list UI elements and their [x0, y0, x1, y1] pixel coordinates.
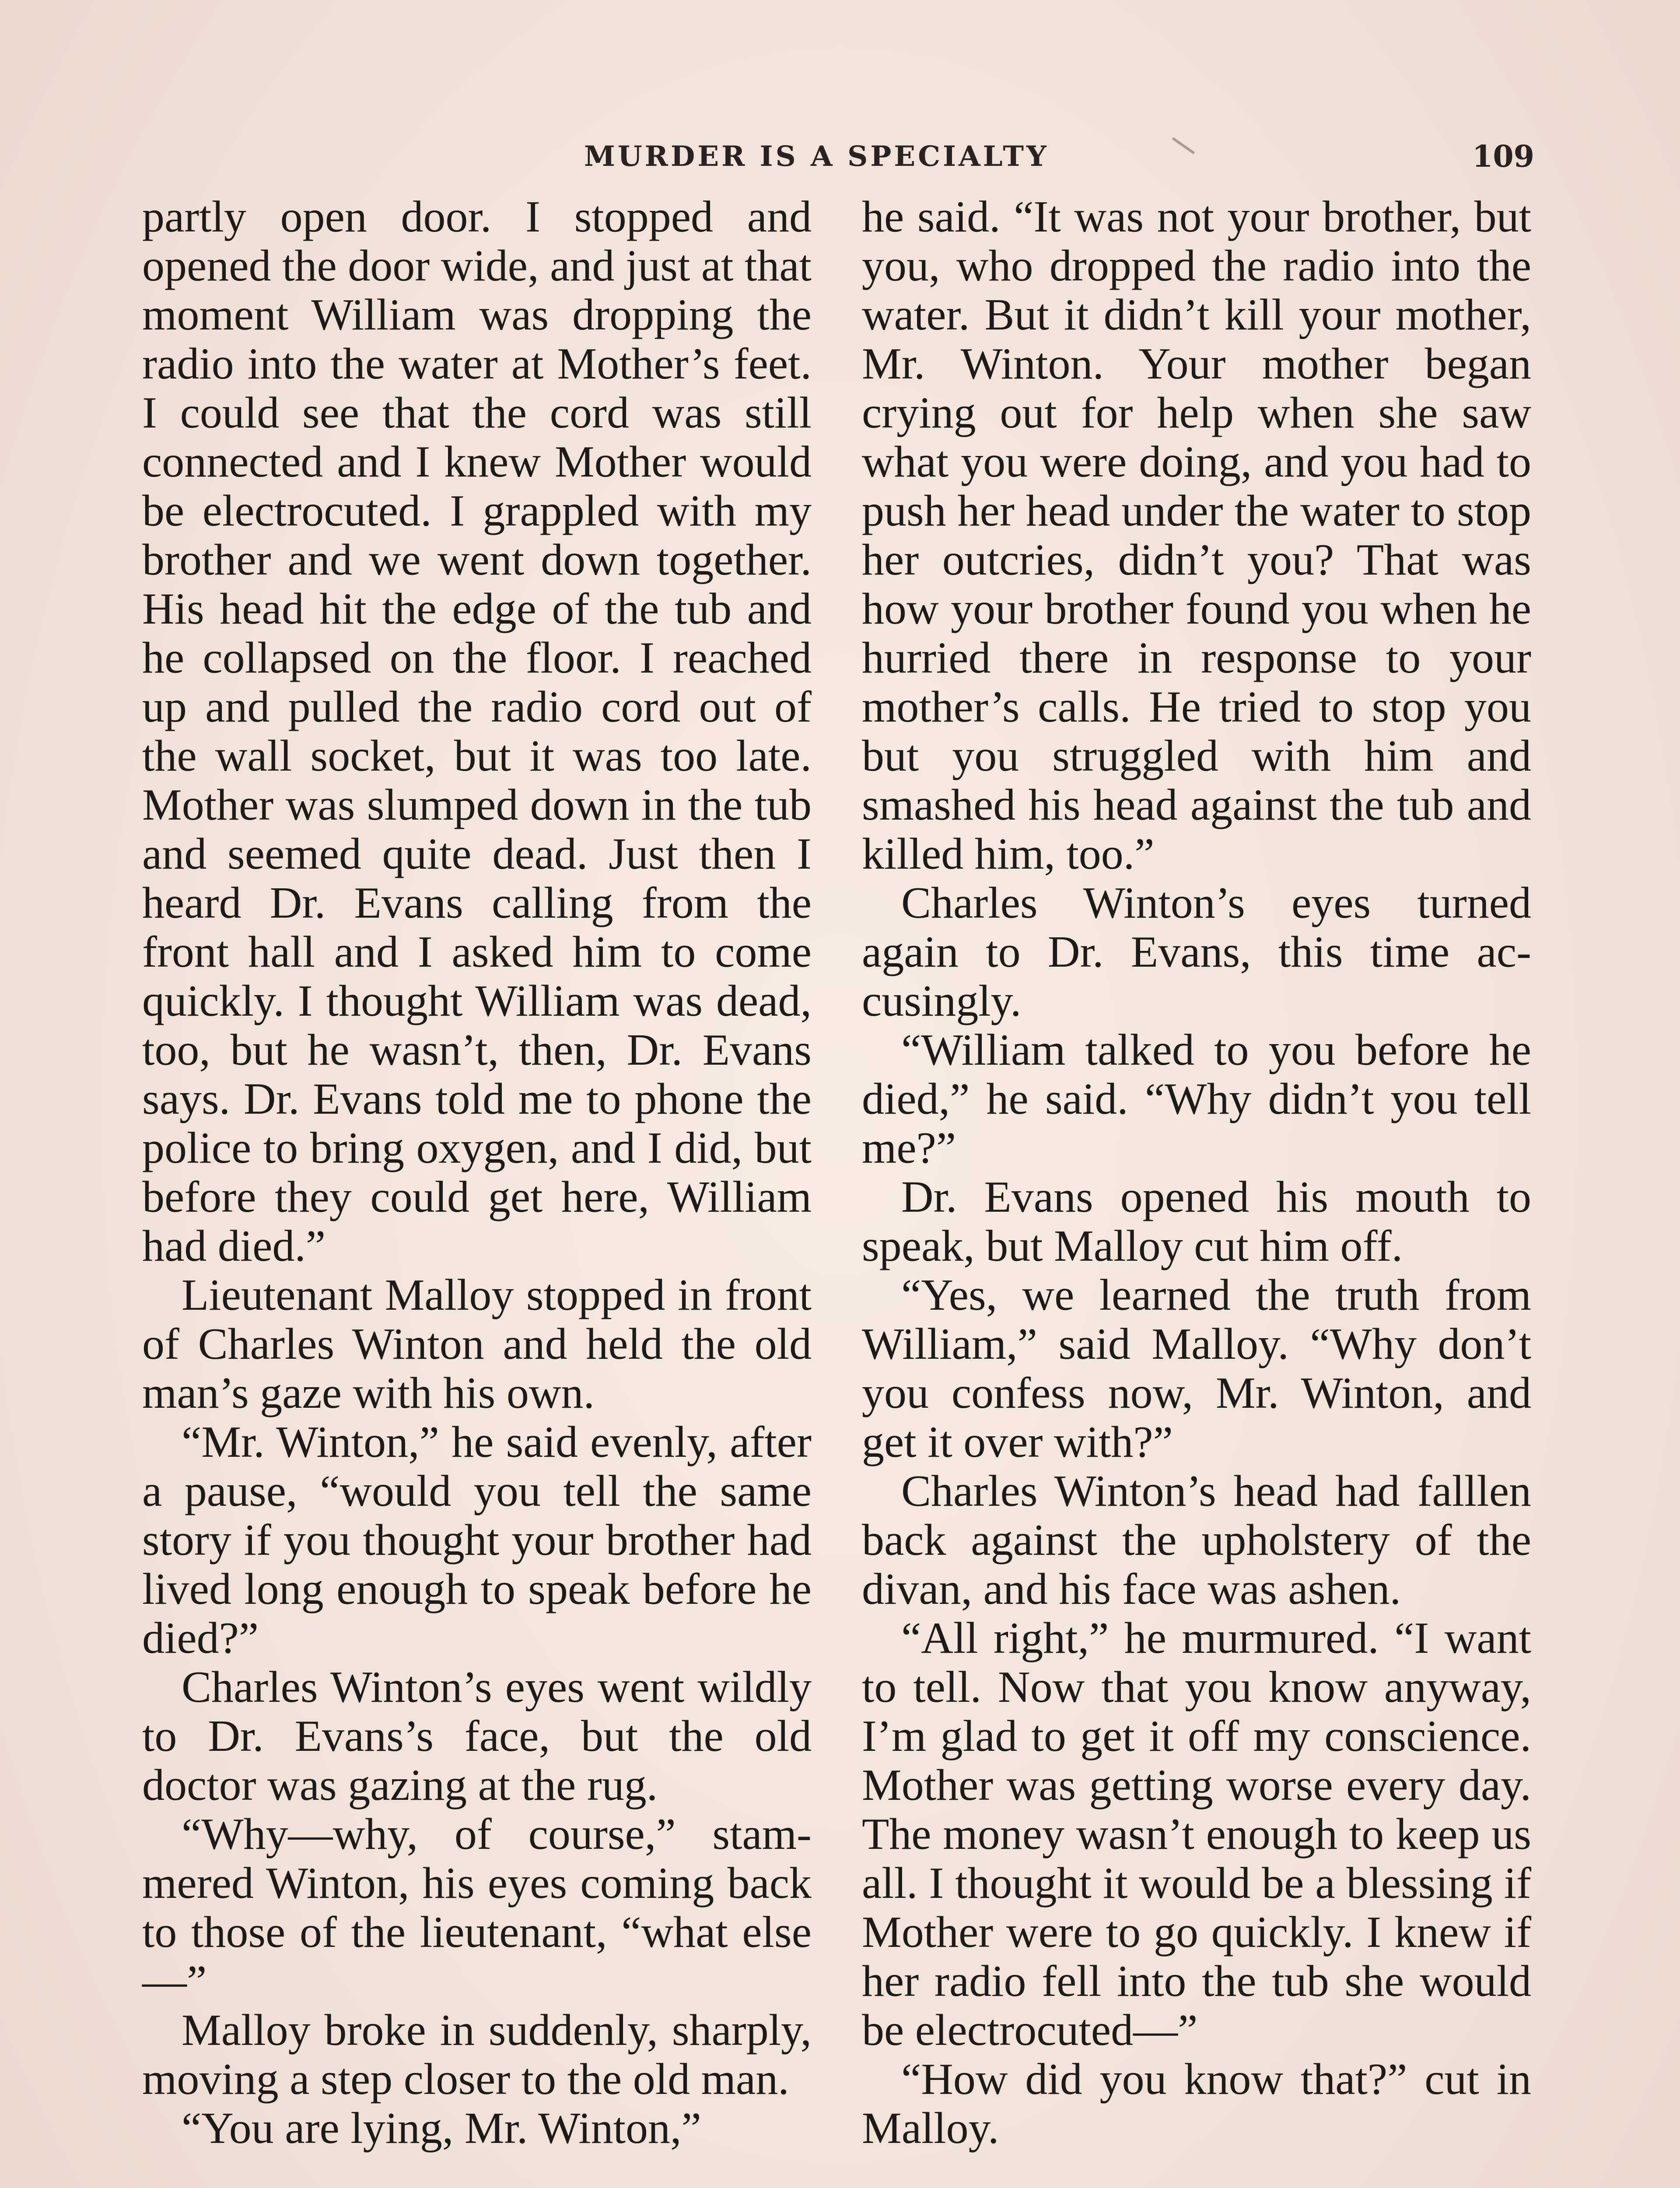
page-header	[0, 131, 1680, 184]
paragraph: Charles Winton’s head had falllen back against the upholstery of the divan, and his face was ashen.	[862, 1466, 1531, 1614]
left-column	[142, 193, 812, 2153]
paragraph: Lieutenant Malloy stopped in front of Charles Winton and held the old man’s gaze with his own.	[142, 1270, 812, 1418]
paragraph: “All right,” he murmured. “I want to tell. Now that you know anyway, I’m glad to get it off my conscience. Mother was getting worse every day. The money wasn’t enough to keep us all. I thought it would be a blessing if Mother were to go quickly. I knew if her radio fell into the tub she would be electrocuted—”	[862, 1613, 1531, 2055]
paragraph: “Yes, we learned the truth from William,” said Malloy. “Why don’t you confess now, Mr. Winton, and get it over with?”	[862, 1270, 1531, 1467]
paragraph: he said. “It was not your brother, but you, who dropped the radio into the water. But it didn’t kill your mother, Mr. Winton. Your mother began crying out for help when she saw what you were doing, and you had to push her head under the water to stop her outcries, didn’t you? That was how your brother found you when he hurried there in response to your mother’s calls. He tried to stop you but you struggled with him and smashed his head against the tub and killed him, too.”	[862, 192, 1531, 879]
right-column	[862, 193, 1531, 2153]
paragraph: “Why—why, of course,” stammered Winton, his eyes coming back to those of the lieutenant, “what else—”	[142, 1809, 812, 2006]
page-number: 109	[1472, 139, 1534, 174]
paragraph: Charles Winton’s eyes turned again to Dr. Evans, this time accusingly.	[862, 878, 1531, 1026]
paragraph: “You are lying, Mr. Winton,”	[182, 2104, 701, 2153]
paragraph: “Mr. Winton,” he said evenly, after a pause, “would you tell the same story if you thought your brother had lived long enough to speak before he died?”	[142, 1417, 812, 1663]
paragraph: Charles Winton’s eyes went wildly to Dr. Evans’s face, but the old doctor was gazing at the rug.	[142, 1662, 812, 1810]
paragraph: Malloy broke in suddenly, sharply, moving a step closer to the old man.	[142, 2006, 812, 2104]
paragraph: “William talked to you before he died,” he said. “Why didn’t you tell me?”	[862, 1025, 1531, 1173]
paragraph: “How did you know that?” cut in Malloy.	[862, 2055, 1531, 2153]
paragraph: partly open door. I stopped and opened the door wide, and just at that moment William was dropping the radio into the water at Mother’s feet. I could see that the cord was still connected and I knew Mother would be electrocuted. I grappled with my brother and we went down together. His head hit the edge of the tub and he collapsed on the floor. I reached up and pulled the radio cord out of the wall socket, but it was too late. Mother was slumped down in the tub and seemed quite dead. Just then I heard Dr. Evans calling from the front hall and I asked him to come quickly. I thought William was dead, too, but he wasn’t, then, Dr. Evans says. Dr. Evans told me to phone the police to bring oxygen, and I did, but before they could get here, William had died.”	[142, 192, 812, 1271]
paragraph: Dr. Evans opened his mouth to speak, but Malloy cut him off.	[862, 1172, 1531, 1271]
running-title: MURDER IS A SPECIALTY	[584, 140, 1049, 173]
